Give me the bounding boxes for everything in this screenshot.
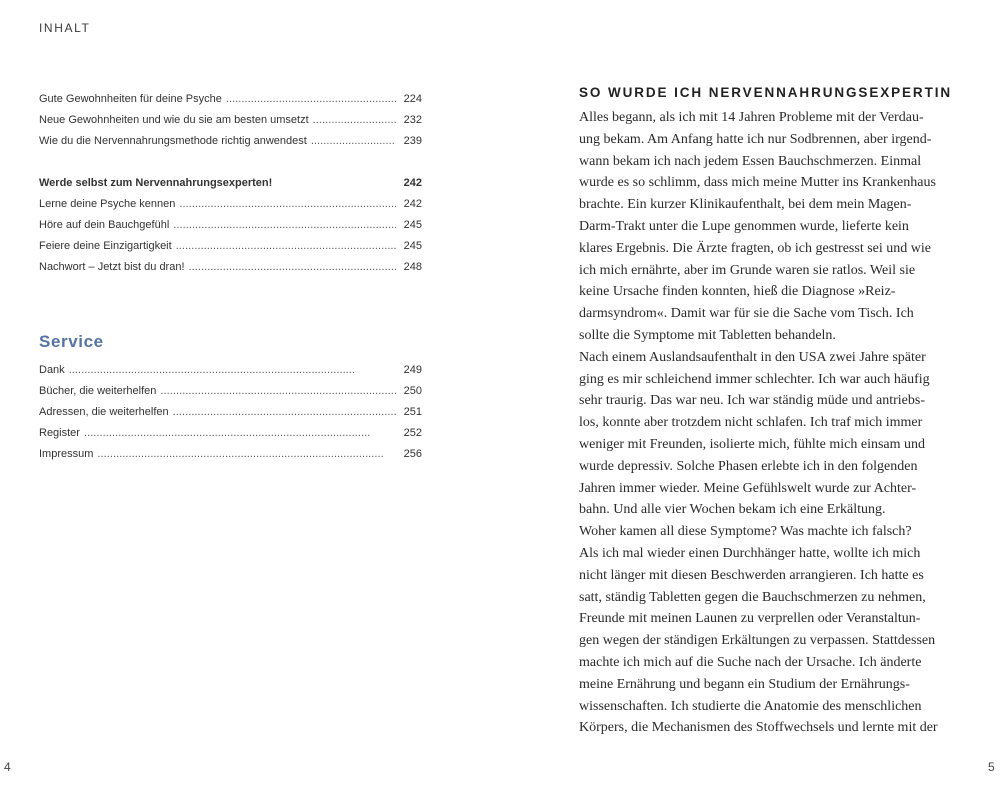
service-entry[interactable] (39, 360, 422, 381)
toc-entry[interactable] (39, 89, 422, 110)
toc-page-number: 251 (403, 406, 422, 418)
toc-entry-title: Feiere deine Einzigartigkeit (39, 240, 172, 252)
toc-leader-dots (160, 381, 396, 402)
toc-page-number: 242 (403, 198, 422, 210)
body-line: Als ich mal wieder einen Durchhänger hatte, wollte ich mich (579, 545, 921, 561)
toc-leader-dots (173, 215, 396, 236)
toc-page-number: 248 (403, 261, 422, 273)
toc-entry-title: Gute Gewohnheiten für deine Psyche (39, 93, 222, 105)
body-line: Darm-Trakt unter die Lupe genommen wurde, lieferte kein (579, 218, 909, 234)
service-entry-title: Register (39, 427, 80, 439)
toc-leader-dots (173, 402, 396, 423)
toc-entry-title: Nachwort – Jetzt bist du dran! (39, 261, 185, 273)
section-heading: SO WURDE ICH NERVENNAHRUNGSEXPERTIN (579, 85, 953, 100)
body-line: bahn. Und alle vier Wochen bekam ich eine Erkältung. (579, 502, 886, 518)
toc-leader-dots (69, 360, 396, 381)
toc-page-number: 232 (403, 114, 422, 126)
toc-leader-dots (176, 236, 396, 257)
body-line: wurde es so schlimm, dass mich meine Mutter ins Krankenhaus (579, 175, 936, 191)
toc-leader-dots (311, 131, 396, 152)
body-line: Körpers, die Mechanismen des Stoffwechsels und lernte mit der (579, 720, 938, 736)
service-entry[interactable] (39, 444, 422, 465)
running-head: INHALT (39, 21, 91, 35)
toc-leader-dots (189, 257, 396, 278)
body-line: nicht länger mit diesen Beschwerden arrangieren. Ich hatte es (579, 567, 924, 583)
service-entry-title: Adressen, die weiterhelfen (39, 406, 169, 418)
toc-chapter-title: Werde selbst zum Nervennahrungsexperten! (39, 177, 273, 189)
toc-entry-title: Neue Gewohnheiten und wie du sie am besten umsetzt (39, 114, 309, 126)
toc-leader-dots (313, 110, 396, 131)
toc-page-number: 252 (403, 427, 422, 439)
body-line: Alles begann, als ich mit 14 Jahren Probleme mit der Verdau- (579, 110, 924, 125)
toc-leader-dots (84, 423, 396, 444)
table-of-contents (39, 89, 422, 278)
toc-page-number: 245 (403, 219, 422, 231)
toc-page-number: 256 (403, 448, 422, 460)
toc-entry[interactable] (39, 215, 422, 236)
body-line: keine Ursache finden konnten, hieß die Diagnose »Reiz- (579, 284, 896, 300)
body-line: Freunde mit meinen Launen zu verprellen oder Veranstaltun- (579, 611, 921, 627)
toc-entry[interactable] (39, 131, 422, 152)
body-line: Nach einem Auslandsaufenthalt in den USA zwei Jahre später (579, 349, 926, 365)
body-line: klares Ergebnis. Die Ärzte fragten, ob ich gestresst sei und wie (579, 240, 931, 256)
body-line: meine Ernährung und begann ein Studium der Ernährungs- (579, 676, 910, 692)
body-text (579, 107, 969, 739)
toc-leader-dots (179, 194, 396, 215)
toc-page-number: 239 (403, 135, 422, 147)
body-line: machte ich mich auf die Suche nach der Ursache. Ich änderte (579, 654, 922, 670)
body-line: los, konnte aber trotzdem nicht schlafen. Ich traf mich immer (579, 415, 923, 431)
body-line: ging es mir schleichend immer schlechter. Ich war auch häufig (579, 371, 930, 387)
body-line: ung bekam. Am Anfang hatte ich nur Sodbrennen, aber irgend- (579, 131, 932, 147)
service-entry[interactable] (39, 402, 422, 423)
toc-entry-title: Wie du die Nervennahrungsmethode richtig anwendest (39, 135, 307, 147)
body-line: wissenschaften. Ich studierte die Anatomie des menschlichen (579, 698, 922, 714)
toc-page-number: 250 (403, 385, 422, 397)
body-line: gen wegen der ständigen Erkältungen zu verpassen. Stattdessen (579, 633, 936, 649)
body-line: ich mich ernährte, aber im Grunde waren sie ratlos. Weil sie (579, 262, 916, 278)
service-entry[interactable] (39, 423, 422, 444)
body-line: wurde depressiv. Solche Phasen erlebte ich in den folgenden (579, 458, 918, 474)
body-line: darmsyndrom«. Damit war für sie die Sache vom Tisch. Ich (579, 306, 914, 322)
toc-page-number: 249 (403, 364, 422, 376)
service-entry-title: Dank (39, 364, 65, 376)
body-line: Woher kamen all diese Symptome? Was machte ich falsch? (579, 524, 912, 540)
toc-chapter-entry[interactable] (39, 173, 422, 194)
toc-page-number: 245 (403, 240, 422, 252)
service-entry-title: Impressum (39, 448, 94, 460)
toc-entry[interactable] (39, 257, 422, 278)
service-entry-title: Bücher, die weiterhelfen (39, 385, 157, 397)
body-line: brachte. Ein kurzer Klinikaufenthalt, bei dem mein Magen- (579, 197, 912, 213)
body-line: satt, ständig Tabletten gegen die Bauchschmerzen zu nehmen, (579, 589, 926, 605)
toc-entry-title: Lerne deine Psyche kennen (39, 198, 176, 210)
page-number-right: 5 (988, 760, 995, 774)
body-line: sollte die Symptome mit Tabletten behandeln. (579, 327, 836, 343)
toc-entry-title: Höre auf dein Bauchgefühl (39, 219, 170, 231)
page-number-left: 4 (4, 760, 11, 774)
body-line: sehr traurig. Das war neu. Ich war ständig müde und antriebs- (579, 393, 926, 409)
toc-leader-dots (226, 89, 396, 110)
body-line: wann bekam ich nach jedem Essen Bauchschmerzen. Einmal (579, 153, 922, 169)
toc-page-number: 224 (403, 93, 422, 105)
body-line: Jahren immer wieder. Meine Gefühlswelt wurde zur Achter- (579, 480, 917, 496)
toc-entry[interactable] (39, 194, 422, 215)
toc-leader-dots (97, 444, 396, 465)
service-toc (39, 360, 422, 465)
service-heading: Service (39, 332, 104, 351)
toc-page-number: 242 (403, 177, 422, 189)
service-entry[interactable] (39, 381, 422, 402)
toc-entry[interactable] (39, 236, 422, 257)
toc-entry[interactable] (39, 110, 422, 131)
body-line: weniger mit Freunden, isolierte mich, fühlte mich einsam und (579, 436, 926, 452)
